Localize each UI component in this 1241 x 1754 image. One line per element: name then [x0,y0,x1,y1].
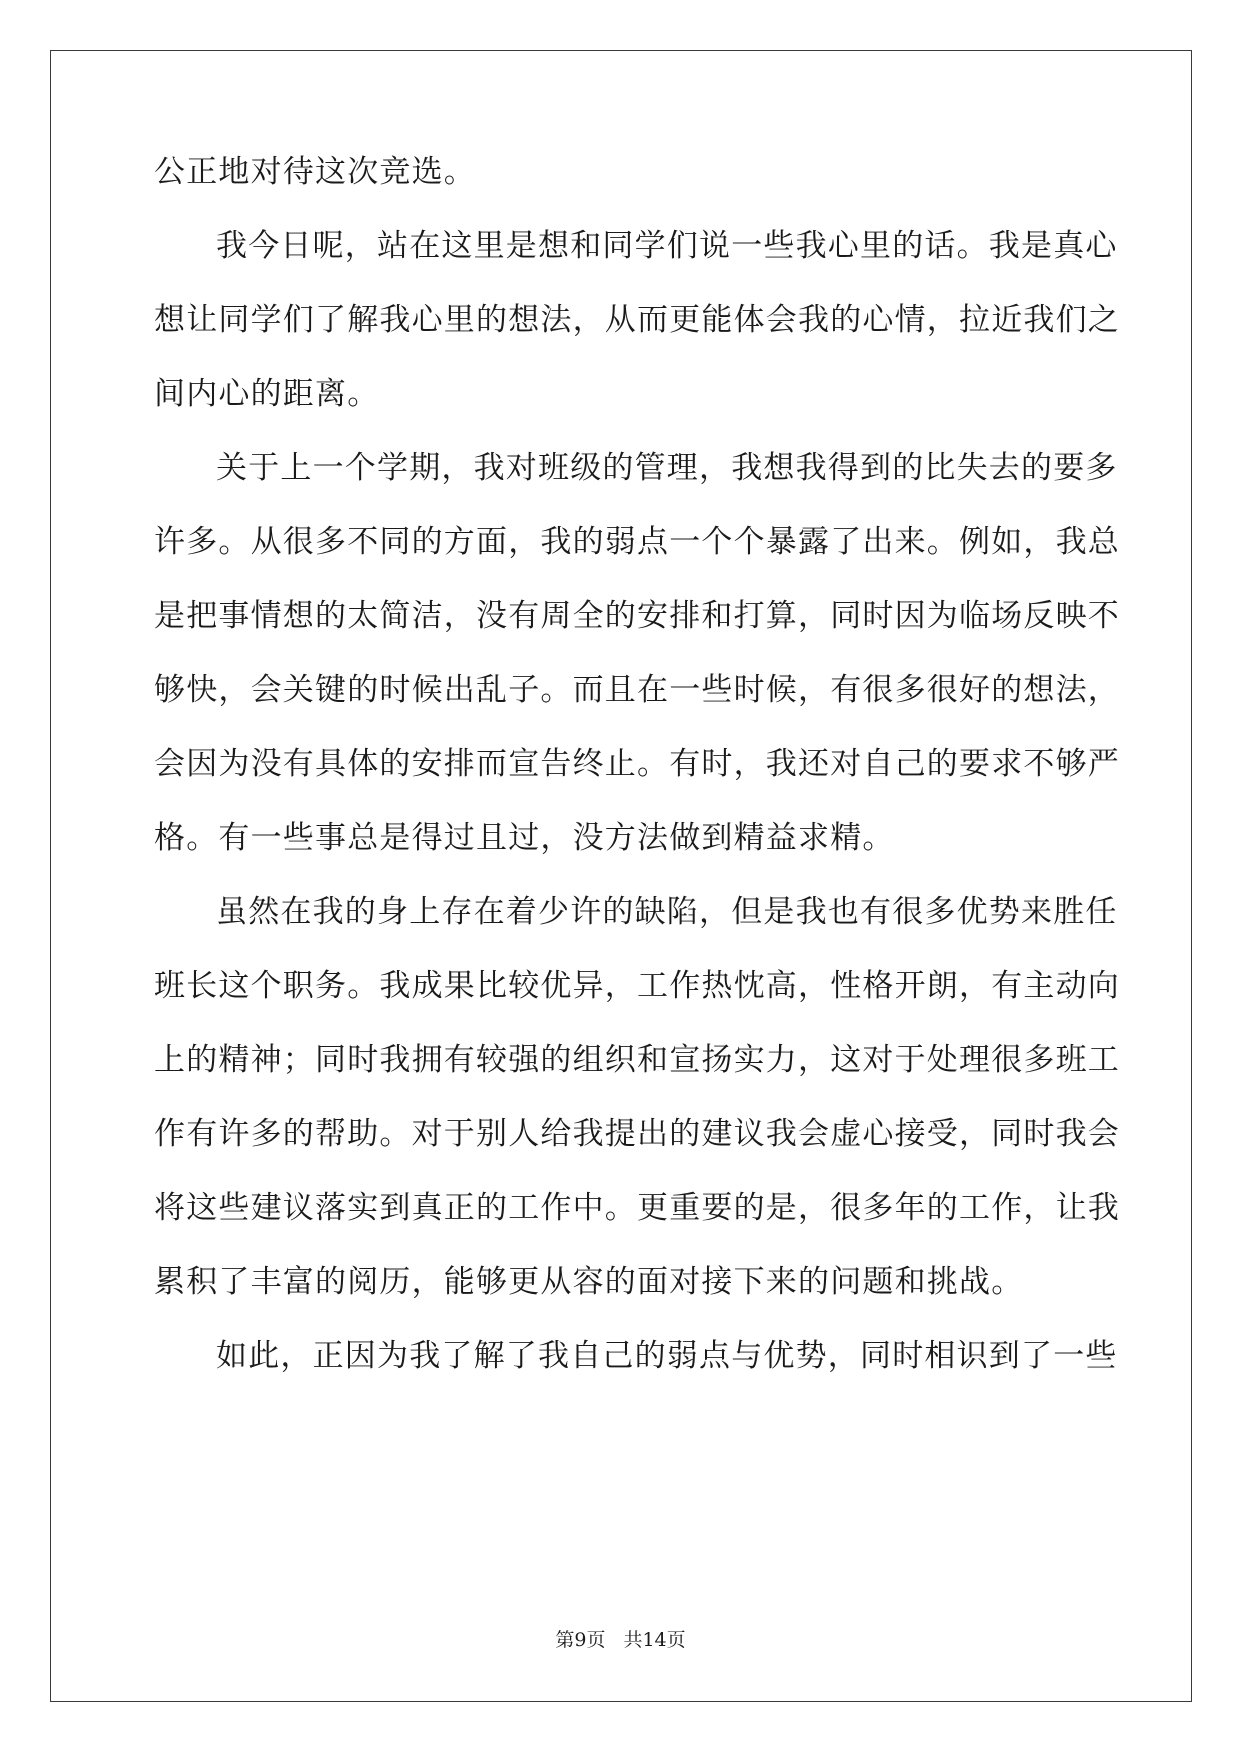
body-line: 班长这个职务。我成果比较优异，工作热忱高，性格开朗，有主动向 [154,968,1120,1004]
body-line: 想让同学们了解我心里的想法，从而更能体会我的心情，拉近我们之 [154,302,1120,338]
body-line: 作有许多的帮助。对于别人给我提出的建议我会虚心接受，同时我会 [154,1116,1120,1152]
body-line: 格。有一些事总是得过且过，没方法做到精益求精。 [154,820,895,856]
page-total: 共14页 [623,1629,686,1651]
body-line: 够快，会关键的时候出乱子。而且在一些时候，有很多很好的想法， [154,672,1120,708]
body-line: 上的精神；同时我拥有较强的组织和宣扬实力，这对于处理很多班工 [154,1042,1120,1078]
paragraph-first-line: 我今日呢，站在这里是想和同学们说一些我心里的话。我是真心 [216,228,1118,264]
paragraph-first-line: 虽然在我的身上存在着少许的缺陷，但是我也有很多优势来胜任 [216,894,1118,930]
paragraph-first-line: 关于上一个学期，我对班级的管理，我想我得到的比失去的要多 [216,450,1118,486]
body-line: 间内心的距离。 [154,376,380,412]
body-line: 许多。从很多不同的方面，我的弱点一个个暴露了出来。例如，我总 [154,524,1120,560]
body-line: 将这些建议落实到真正的工作中。更重要的是，很多年的工作，让我 [154,1190,1120,1226]
body-line: 累积了丰富的阅历，能够更从容的面对接下来的问题和挑战。 [154,1264,1024,1300]
body-line: 公正地对待这次竞选。 [154,154,476,190]
body-line: 是把事情想的太简洁，没有周全的安排和打算，同时因为临场反映不 [154,598,1120,634]
page-number: 第9页 [555,1629,606,1651]
page-footer [0,1628,1241,1652]
body-line: 会因为没有具体的安排而宣告终止。有时，我还对自己的要求不够严 [154,746,1120,782]
paragraph-first-line: 如此，正因为我了解了我自己的弱点与优势，同时相识到了一些 [216,1338,1118,1374]
page-border [50,50,1192,1702]
